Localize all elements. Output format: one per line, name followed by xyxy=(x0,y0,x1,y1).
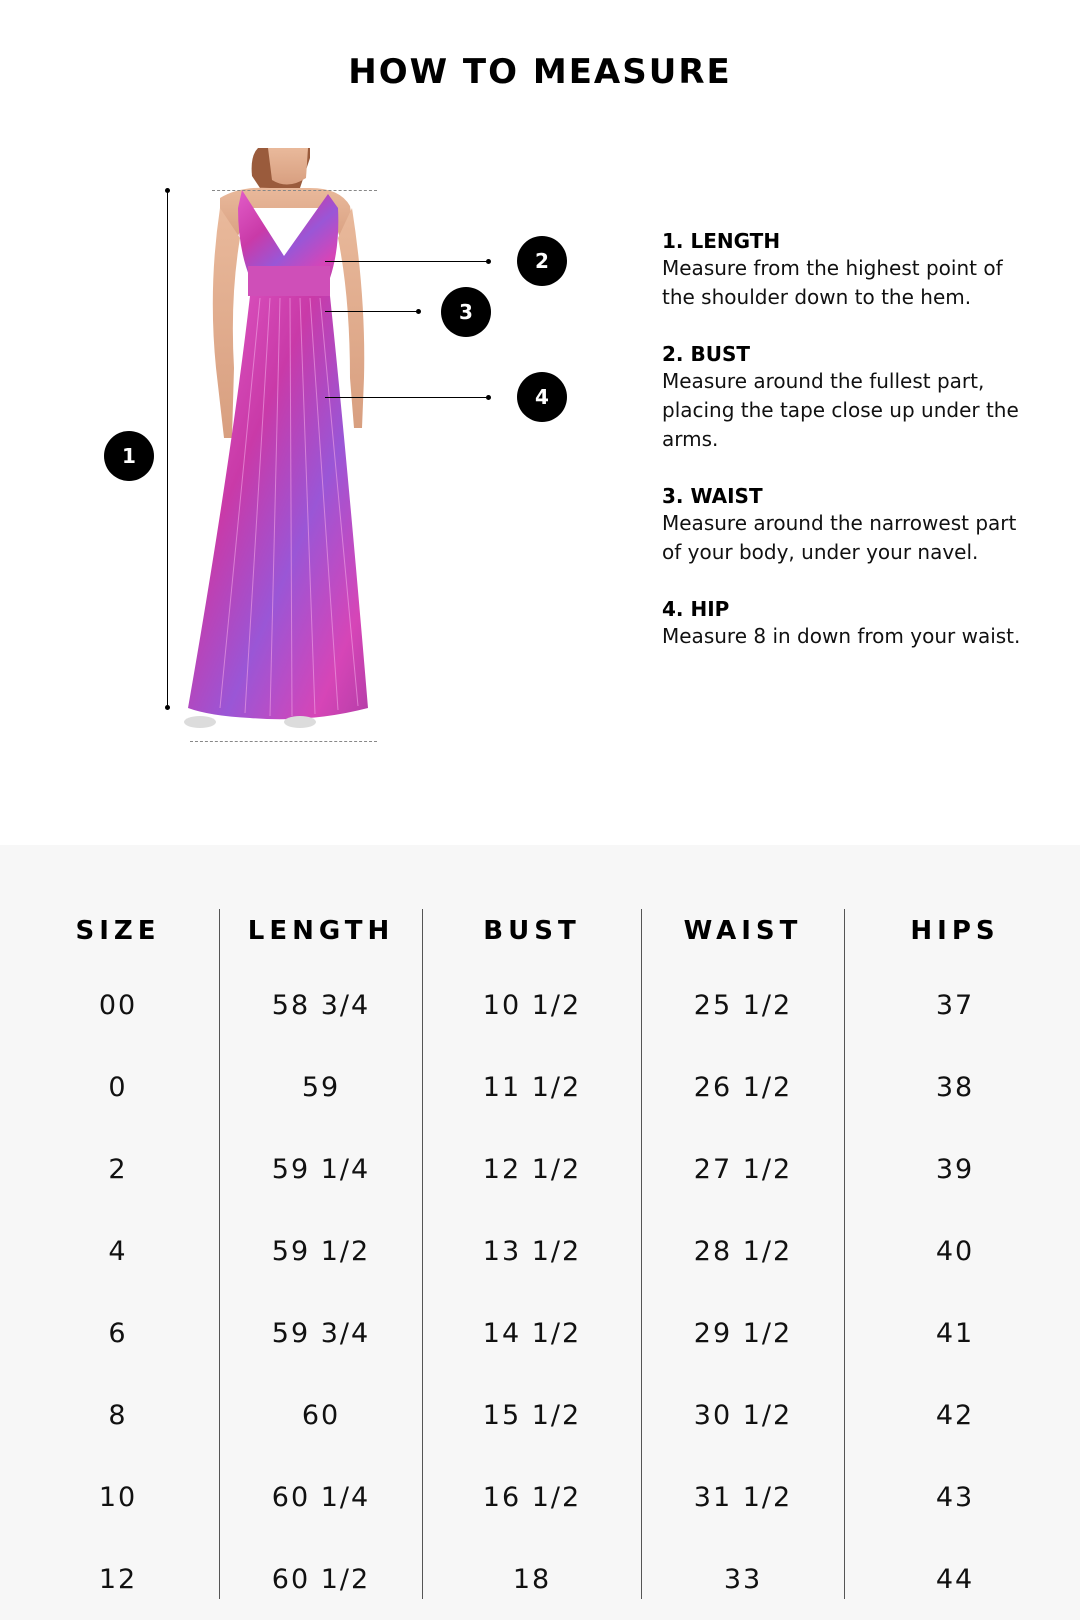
header-bust: BUST xyxy=(483,916,581,946)
bottom-guide-dash xyxy=(190,741,377,742)
size-chart-table xyxy=(0,845,1080,1620)
length-line-top-dot xyxy=(165,188,170,193)
length-measure-line xyxy=(167,190,168,708)
cell-size: 00 xyxy=(98,989,138,1021)
cell-bust: 16 1/2 xyxy=(482,1481,582,1513)
waist-leader-dot xyxy=(416,309,421,314)
instruction-body: Measure around the narrowest part of your body, under your navel. xyxy=(662,511,1017,564)
cell-waist: 25 1/2 xyxy=(693,989,793,1021)
dress-figure xyxy=(180,148,400,768)
cell-size: 4 xyxy=(108,1235,128,1267)
marker-bust-badge xyxy=(517,236,567,286)
cell-size: 0 xyxy=(108,1071,128,1103)
marker-hip-label: 4 xyxy=(535,385,549,409)
instruction-body: Measure 8 in down from your waist. xyxy=(662,624,1021,648)
marker-waist-badge xyxy=(441,287,491,337)
cell-size: 8 xyxy=(108,1399,128,1431)
cell-waist: 27 1/2 xyxy=(693,1153,793,1185)
instruction-hip xyxy=(662,596,1022,651)
cell-hips: 41 xyxy=(935,1317,975,1349)
dress-illustration xyxy=(180,148,400,768)
cell-hips: 40 xyxy=(935,1235,975,1267)
length-line-bottom-dot xyxy=(165,705,170,710)
cell-length: 58 3/4 xyxy=(271,989,371,1021)
cell-length: 59 3/4 xyxy=(271,1317,371,1349)
cell-waist: 30 1/2 xyxy=(693,1399,793,1431)
cell-bust: 10 1/2 xyxy=(482,989,582,1021)
cell-hips: 43 xyxy=(935,1481,975,1513)
cell-size: 10 xyxy=(98,1481,138,1513)
instruction-title: 4. HIP xyxy=(662,597,730,621)
cell-length: 60 1/4 xyxy=(271,1481,371,1513)
instruction-title: 2. BUST xyxy=(662,342,751,366)
cell-bust: 13 1/2 xyxy=(482,1235,582,1267)
cell-waist: 28 1/2 xyxy=(693,1235,793,1267)
marker-length-badge xyxy=(104,431,154,481)
cell-hips: 37 xyxy=(935,989,975,1021)
cell-hips: 42 xyxy=(935,1399,975,1431)
cell-bust: 15 1/2 xyxy=(482,1399,582,1431)
cell-length: 59 1/4 xyxy=(271,1153,371,1185)
cell-hips: 44 xyxy=(935,1563,975,1595)
cell-length: 59 xyxy=(301,1071,341,1103)
waist-leader-line xyxy=(325,311,420,312)
instruction-body: Measure around the fullest part, placing the tape close up under the arms. xyxy=(662,369,1019,451)
marker-hip-badge xyxy=(517,372,567,422)
page-title: HOW TO MEASURE xyxy=(348,52,732,92)
cell-waist: 26 1/2 xyxy=(693,1071,793,1103)
cell-bust: 18 xyxy=(512,1563,552,1595)
top-guide-dash xyxy=(212,190,377,191)
cell-bust: 12 1/2 xyxy=(482,1153,582,1185)
header-length: LENGTH xyxy=(247,916,395,946)
cell-waist: 33 xyxy=(723,1563,763,1595)
bust-leader-dot xyxy=(486,259,491,264)
instruction-title: 1. LENGTH xyxy=(662,229,781,253)
cell-length: 60 1/2 xyxy=(271,1563,371,1595)
hip-leader-line xyxy=(325,397,490,398)
hip-leader-dot xyxy=(486,395,491,400)
instruction-length xyxy=(662,228,1022,312)
bust-leader-line xyxy=(325,261,490,262)
cell-size: 12 xyxy=(98,1563,138,1595)
instruction-title: 3. WAIST xyxy=(662,484,763,508)
marker-waist-label: 3 xyxy=(459,300,473,324)
header-waist: WAIST xyxy=(683,916,803,946)
instruction-bust xyxy=(662,341,1022,454)
cell-bust: 11 1/2 xyxy=(482,1071,582,1103)
instruction-waist xyxy=(662,483,1022,567)
cell-hips: 38 xyxy=(935,1071,975,1103)
cell-length: 60 xyxy=(301,1399,341,1431)
cell-size: 2 xyxy=(108,1153,128,1185)
cell-waist: 31 1/2 xyxy=(693,1481,793,1513)
header-hips: HIPS xyxy=(910,916,1000,946)
header-size: SIZE xyxy=(75,916,161,946)
cell-bust: 14 1/2 xyxy=(482,1317,582,1349)
measure-instructions xyxy=(662,228,1022,680)
marker-length-label: 1 xyxy=(122,444,136,468)
cell-length: 59 1/2 xyxy=(271,1235,371,1267)
cell-hips: 39 xyxy=(935,1153,975,1185)
marker-bust-label: 2 xyxy=(535,249,549,273)
instruction-body: Measure from the highest point of the shoulder down to the hem. xyxy=(662,256,1003,309)
cell-size: 6 xyxy=(108,1317,128,1349)
cell-waist: 29 1/2 xyxy=(693,1317,793,1349)
